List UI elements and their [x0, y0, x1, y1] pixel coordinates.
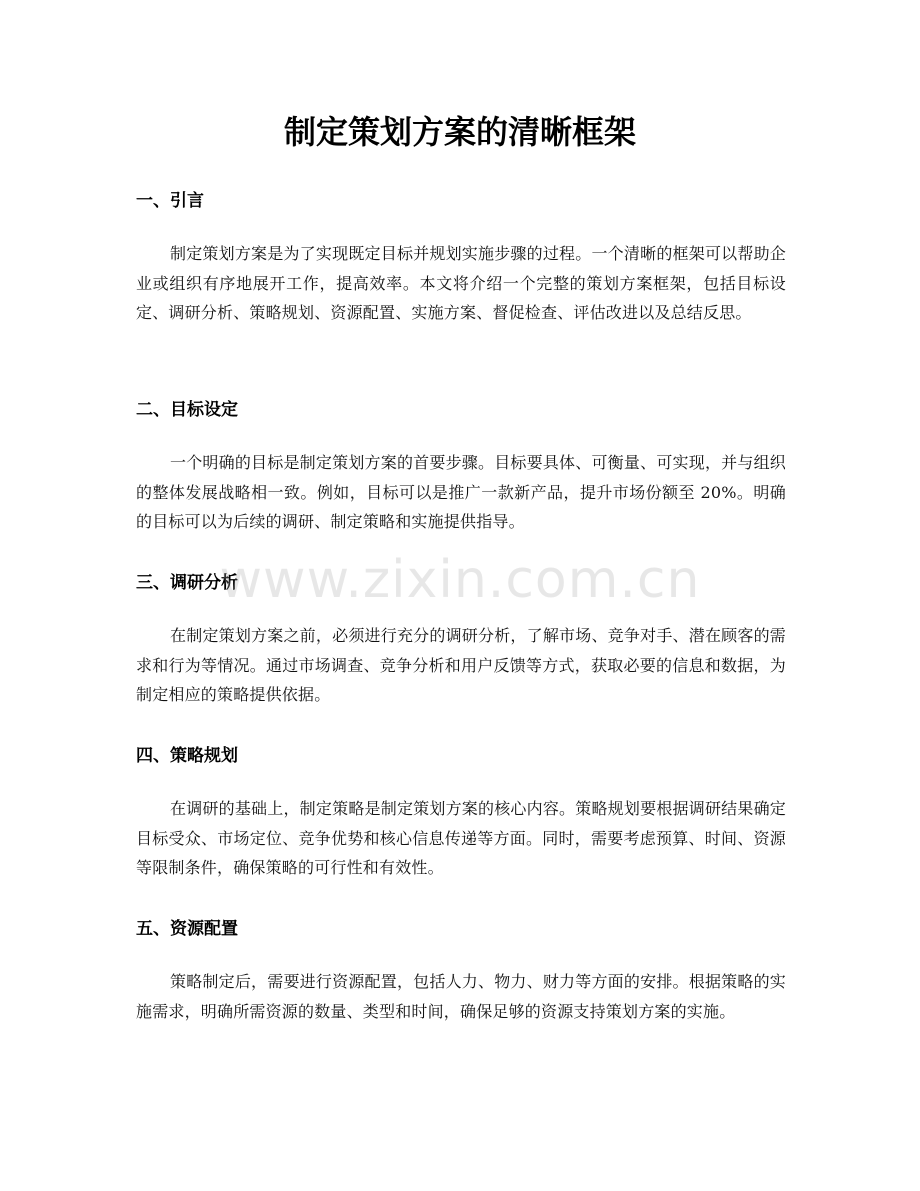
section-goal-setting — [136, 397, 786, 537]
section-resource-allocation — [136, 916, 786, 1026]
section-strategy-planning — [136, 743, 786, 883]
section-introduction — [136, 188, 786, 328]
section-heading: 三、调研分析 — [136, 573, 238, 593]
section-paragraph: 一个明确的目标是制定策划方案的首要步骤。目标要具体、可衡量、可实现，并与组织的整体发展战略相一致。例如，目标可以是推广一款新产品，提升市场份额至 20%。明确的目标可以为后续的调研、制定策略和实施提供指导。 — [136, 453, 786, 531]
section-heading: 一、引言 — [136, 191, 204, 211]
section-paragraph: 策略制定后，需要进行资源配置，包括人力、物力、财力等方面的安排。根据策略的实施需求，明确所需资源的数量、类型和时间，确保足够的资源支持策划方案的实施。 — [136, 972, 786, 1021]
section-heading: 四、策略规划 — [136, 746, 238, 766]
section-heading: 二、目标设定 — [136, 400, 238, 420]
document-title: 制定策划方案的清晰框架 — [283, 113, 636, 151]
section-heading: 五、资源配置 — [136, 919, 238, 939]
section-paragraph: 在制定策划方案之前，必须进行充分的调研分析，了解市场、竞争对手、潜在顾客的需求和行为等情况。通过市场调查、竞争分析和用户反馈等方式，获取必要的信息和数据，为制定相应的策略提供依据。 — [136, 626, 786, 704]
watermark-text: www.zixin.com.cn — [219, 550, 701, 610]
section-research-analysis — [136, 570, 786, 710]
section-paragraph: 在调研的基础上，制定策略是制定策划方案的核心内容。策略规划要根据调研结果确定目标受众、市场定位、竞争优势和核心信息传递等方面。同时，需要考虑预算、时间、资源等限制条件，确保策略的可行性和有效性。 — [136, 799, 786, 877]
section-paragraph: 制定策划方案是为了实现既定目标并规划实施步骤的过程。一个清晰的框架可以帮助企业或组织有序地展开工作，提高效率。本文将介绍一个完整的策划方案框架，包括目标设定、调研分析、策略规划、资源配置、实施方案、督促检查、评估改进以及总结反思。 — [136, 244, 786, 322]
